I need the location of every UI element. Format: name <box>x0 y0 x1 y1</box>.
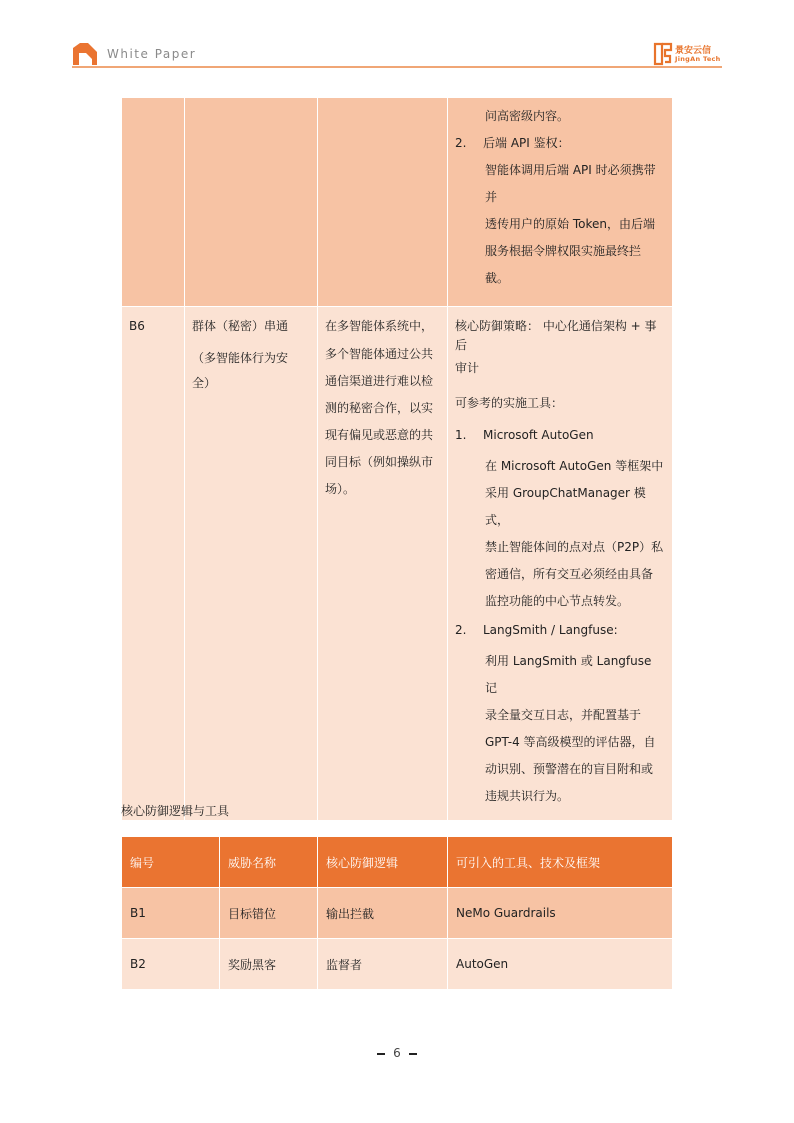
strategy-text: 核心防御策略： 中心化通信架构 + 事后 <box>455 319 657 352</box>
text-line: 密通信，所有交互必须经由具备 <box>485 566 654 581</box>
table-cell: AutoGen <box>448 939 673 990</box>
threat-description <box>318 307 448 821</box>
text-line: （多智能体行为安 <box>192 350 289 365</box>
list-item-title: 后端 API 鉴权： <box>483 136 570 150</box>
list-item-title: Microsoft AutoGen <box>483 428 594 443</box>
list-item-title: LangSmith / Langfuse: <box>483 622 618 637</box>
table-cell: B2 <box>122 939 220 990</box>
text-line: 智能体调用后端 API 时必须携带并 <box>485 163 656 204</box>
table-cell <box>318 98 448 307</box>
logo-text-en: JingAn Tech <box>675 55 721 63</box>
column-header-logic: 核心防御逻辑 <box>318 837 448 888</box>
list-item <box>455 426 665 445</box>
table-cell: 奖励黑客 <box>220 939 318 990</box>
header-title: White Paper <box>107 47 197 61</box>
list-item-text <box>455 648 665 810</box>
page-number <box>0 1046 794 1060</box>
list-item <box>455 621 665 640</box>
text-line: 透传用户的原始 Token，由后端 <box>485 217 655 231</box>
page-header <box>0 0 794 70</box>
table-cell: B1 <box>122 888 220 939</box>
text-line: 录全量交互日志，并配置基于 <box>485 707 642 722</box>
text-line: 服务根据令牌权限实施最终拦 <box>485 244 642 258</box>
threat-name <box>185 307 318 821</box>
text-line: 现有偏见或恶意的共 <box>325 427 434 442</box>
threat-detail-table <box>121 97 673 821</box>
column-header-threat: 威胁名称 <box>220 837 318 888</box>
logo-text-cn: 景安云信 <box>675 46 712 56</box>
text-line: 全） <box>192 375 217 390</box>
table-cell <box>448 98 673 307</box>
table-row <box>122 888 673 939</box>
table-header-row <box>122 837 673 888</box>
page-number-text: 6 <box>393 1046 401 1060</box>
text-line: 场）。 <box>325 481 356 496</box>
table-cell: 监督者 <box>318 939 448 990</box>
dash-left <box>377 1053 385 1055</box>
text-line: 利用 LangSmith 或 Langfuse 记 <box>485 653 652 695</box>
table-cell: 输出拦截 <box>318 888 448 939</box>
logo-mark-icon <box>653 42 673 66</box>
column-header-tools: 可引入的工具、技术及框架 <box>448 837 673 888</box>
table-cell: 目标错位 <box>220 888 318 939</box>
table-row <box>122 98 673 307</box>
text-line: 多个智能体通过公共 <box>325 346 434 361</box>
list-item-text <box>455 453 665 615</box>
list-item-text: 问高密级内容。 <box>485 109 570 123</box>
header-divider <box>72 66 722 68</box>
table-row <box>122 939 673 990</box>
column-header-id: 编号 <box>122 837 220 888</box>
threat-id: B6 <box>122 307 185 821</box>
text-line: 群体（秘密）串通 <box>192 319 289 333</box>
list-number: 2. <box>455 622 467 637</box>
defense-tools-table <box>121 836 673 990</box>
text-line: 违规共识行为。 <box>485 788 570 803</box>
text-line: 在多智能体系统中， <box>325 319 434 333</box>
list-item-text <box>455 157 665 292</box>
text-line: 在 Microsoft AutoGen 等框架中 <box>485 458 664 473</box>
table-cell <box>185 98 318 307</box>
list-number: 1. <box>455 428 467 443</box>
text-line: 监控功能的中心节点转发。 <box>485 593 630 608</box>
section-title: 核心防御逻辑与工具 <box>121 804 230 818</box>
text-line: 禁止智能体间的点对点（P2P）私 <box>485 539 664 554</box>
table-row <box>122 307 673 821</box>
strategy-text-cont: 审计 <box>455 361 480 376</box>
text-line: 采用 GroupChatManager 模式， <box>485 485 646 527</box>
company-logo <box>653 42 723 66</box>
document-fold-icon <box>72 42 98 66</box>
table-cell: NeMo Guardrails <box>448 888 673 939</box>
table-cell <box>122 98 185 307</box>
text-line: 测的秘密合作，以实 <box>325 400 434 415</box>
list-number: 2. <box>455 136 467 150</box>
list-item <box>455 130 665 157</box>
defense-strategy <box>448 307 673 821</box>
text-line: 同目标（例如操纵市 <box>325 454 434 469</box>
dash-right <box>409 1053 417 1055</box>
tools-label: 可参考的实施工具： <box>455 395 564 410</box>
text-line: 动识别、预警潜在的盲目附和或 <box>485 761 654 776</box>
text-line: GPT-4 等高级模型的评估器，自 <box>485 734 656 749</box>
text-line: 通信渠道进行难以检 <box>325 373 434 388</box>
text-line: 截。 <box>485 271 510 285</box>
